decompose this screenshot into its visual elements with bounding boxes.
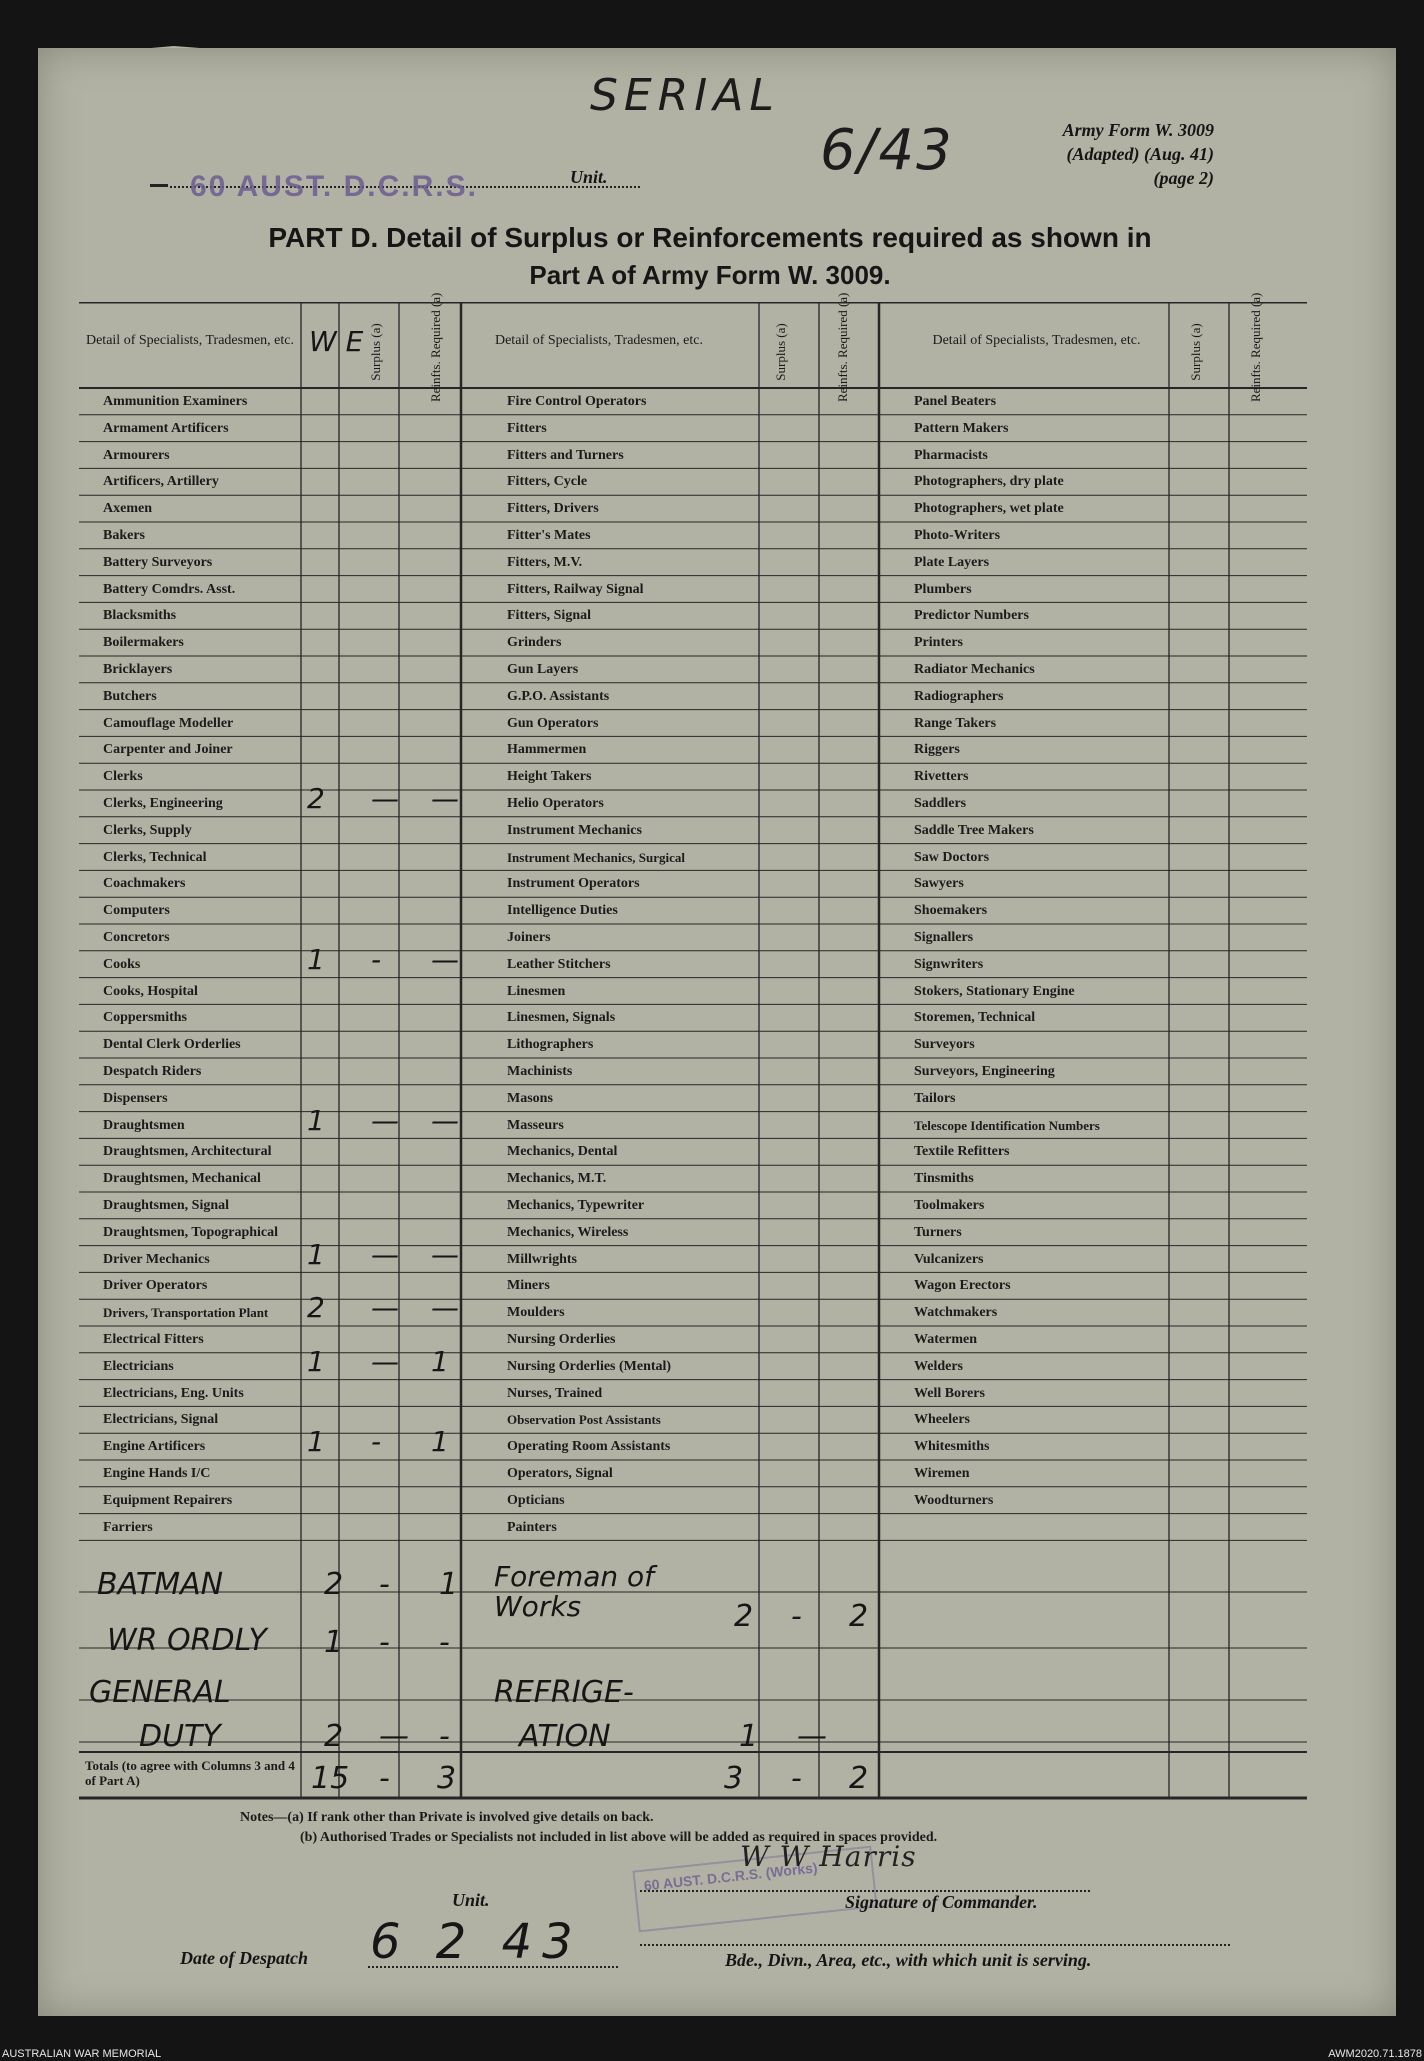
despatch-date: 6 2 43 <box>370 1914 583 1970</box>
col3-specialist-item: Plate Layers <box>914 554 990 570</box>
col3-specialist-item: Pharmacists <box>914 447 988 463</box>
totals-col1-we: 15 <box>311 1761 350 1796</box>
col3-specialist-item: Tinsmiths <box>914 1171 974 1187</box>
col1-specialist-item: Dental Clerk Orderlies <box>103 1037 241 1053</box>
col3-specialist-item: Vulcanizers <box>914 1251 984 1267</box>
added-wr-ordly-we: 1 <box>324 1625 344 1660</box>
added-wr-ordly-surplus: - <box>379 1625 390 1660</box>
col1-specialist-item: Electricians <box>103 1358 174 1374</box>
col2-specialist-item: Instrument Operators <box>507 876 640 892</box>
col2-specialist-item: Leather Stitchers <box>507 956 611 972</box>
entry-we: 1 <box>307 1103 325 1137</box>
col3-specialist-item: Watermen <box>914 1332 977 1347</box>
serial-handwriting: SERIAL <box>590 70 780 121</box>
col3-specialist-item: Sawyers <box>914 876 964 892</box>
added-wr-ordly-reinf: - <box>439 1625 450 1660</box>
despatch-label: Date of Despatch <box>180 1948 308 1968</box>
col1-specialist-item: Cooks, Hospital <box>103 983 198 999</box>
entry-surplus: - <box>371 1425 382 1459</box>
col3-specialist-item: Photographers, dry plate <box>914 474 1064 490</box>
col2-specialist-item: Nursing Orderlies (Mental) <box>507 1358 672 1374</box>
col3-specialist-item: Textile Refitters <box>914 1144 1010 1160</box>
signature-label: Signature of Commander. <box>845 1892 1038 1912</box>
col3-specialist-item: Saddlers <box>914 796 967 811</box>
col3-specialist-item: Photographers, wet plate <box>914 501 1064 517</box>
col1-specialist-item: Ammunition Examiners <box>103 394 248 409</box>
bde-line <box>640 1944 1230 1946</box>
col2-specialist-item: Nurses, Trained <box>507 1385 603 1401</box>
col3-specialist-item: Predictor Numbers <box>914 608 1029 624</box>
form-reference <box>1063 118 1214 190</box>
col2-specialist-item: Mechanics, Dental <box>507 1144 618 1160</box>
col2-specialist-item: Observation Post Assistants <box>507 1412 661 1428</box>
commander-signature: W W Harris <box>740 1840 917 1873</box>
col1-specialist-item: Draughtsmen, Topographical <box>103 1224 279 1240</box>
col1-specialist-item: Artificers, Artillery <box>103 474 219 490</box>
col3-specialist-item: Signwriters <box>914 956 984 972</box>
added-duty-we: 2 <box>324 1719 344 1754</box>
col1-specialist-item: Armament Artificers <box>103 420 229 436</box>
entry-we: 1 <box>307 1344 325 1378</box>
col3-specialist-item: Plumbers <box>914 581 972 597</box>
col2-specialist-item: Intelligence Duties <box>507 903 618 919</box>
col1-reinf-header: Reinfts. Required (a) <box>428 292 443 402</box>
col2-specialist-item: Mechanics, Wireless <box>507 1224 629 1240</box>
col3-reinf-header: Reinfts. Required (a) <box>1248 292 1263 402</box>
col1-specialist-item: Drivers, Transportation Plant <box>103 1305 269 1321</box>
col2-specialist-item: Moulders <box>507 1305 565 1321</box>
col3-specialist-item: Telescope Identification Numbers <box>914 1117 1100 1133</box>
col1-specialist-item: Draughtsmen, Mechanical <box>103 1171 261 1187</box>
added-foreman-we: 2 <box>734 1599 754 1634</box>
entry-reinf: 1 <box>431 1344 449 1378</box>
col3-specialist-item: Wagon Erectors <box>914 1278 1011 1294</box>
col3-specialist-item: Saddle Tree Makers <box>914 822 1034 838</box>
added-ation-we: 1 <box>739 1719 759 1754</box>
added-ation-label: ATION <box>519 1719 611 1754</box>
col3-specialist-item: Stokers, Stationary Engine <box>914 983 1075 999</box>
added-batman-reinf: 1 <box>439 1567 459 1602</box>
col1-specialist-item: Despatch Riders <box>103 1064 202 1079</box>
col1-specialist-item: Computers <box>103 903 170 919</box>
col2-specialist-item: Fitters <box>507 420 547 436</box>
col2-specialist-item: Joiners <box>507 930 551 945</box>
col2-specialist-item: Instrument Mechanics, Surgical <box>507 849 686 865</box>
dash-mark <box>150 184 168 187</box>
col3-specialist-item: Watchmakers <box>914 1305 998 1321</box>
col1-specialist-item: Axemen <box>103 501 152 517</box>
col1-specialist-item: Dispensers <box>103 1090 168 1106</box>
entry-reinf: — <box>431 782 459 815</box>
added-duty-surplus: — <box>379 1719 409 1754</box>
col2-specialist-item: Gun Operators <box>507 715 599 731</box>
col2-surplus-header: Surplus (a) <box>773 323 788 381</box>
col2-specialist-item: Gun Layers <box>507 662 579 677</box>
col1-specialist-item: Boilermakers <box>103 635 184 651</box>
col3-specialist-item: Rivetters <box>914 769 969 785</box>
col3-specialist-item: Photo-Writers <box>914 528 1001 543</box>
col2-specialist-item: Masons <box>507 1090 553 1106</box>
unit-label: Unit. <box>570 167 608 187</box>
added-duty-reinf: - <box>439 1719 450 1754</box>
entry-reinf: — <box>431 942 459 976</box>
col2-specialist-item: Grinders <box>507 635 562 651</box>
col3-specialist-item: Tailors <box>914 1090 956 1106</box>
form-title: PART D. Detail of Surplus or Reinforcements required as shown in <box>268 222 1152 253</box>
col2-specialist-item: Linesmen <box>507 983 566 999</box>
col3-specialist-item: Radiator Mechanics <box>914 662 1035 677</box>
col1-specialist-item: Draughtsmen, Architectural <box>103 1144 272 1160</box>
col3-specialist-item: Welders <box>914 1358 963 1374</box>
col1-specialist-item: Driver Operators <box>103 1278 208 1294</box>
col3-specialist-item: Riggers <box>914 742 960 758</box>
col3-surplus-header: Surplus (a) <box>1188 323 1203 381</box>
unit-stamp: 60 AUST. D.C.R.S. <box>190 170 478 203</box>
col3-specialist-item: Range Takers <box>914 715 997 731</box>
note-b: (b) Authorised Trades or Specialists not included in list above will be added as required in spaces provided. <box>300 1830 938 1845</box>
col1-specialist-item: Butchers <box>103 688 157 704</box>
col1-surplus-header: Surplus (a) <box>368 323 383 381</box>
col3-specialist-item: Storemen, Technical <box>914 1010 1036 1026</box>
footer-unit-label: Unit. <box>452 1890 490 1910</box>
caption-right: AWM2020.71.1878 <box>1328 2048 1422 2060</box>
col1-specialist-item: Camouflage Modeller <box>103 715 234 731</box>
entry-reinf: — <box>431 1237 459 1271</box>
col1-specialist-item: Clerks, Engineering <box>103 796 223 811</box>
added-foreman-label: Foreman of Works <box>494 1560 655 1623</box>
caption-left: AUSTRALIAN WAR MEMORIAL <box>2 2048 162 2060</box>
col1-specialist-item: Draughtsmen <box>103 1117 185 1133</box>
col2-specialist-item: Height Takers <box>507 769 592 785</box>
entry-we: 2 <box>307 782 325 815</box>
col1-specialist-item: Clerks, Supply <box>103 822 192 838</box>
totals-col2-we: 3 <box>724 1761 744 1796</box>
totals-label: Totals (to agree with Columns 3 and 4 of Part A) <box>85 1758 295 1788</box>
col1-specialist-item: Electricians, Eng. Units <box>103 1385 244 1401</box>
col1-specialist-item: Bricklayers <box>103 662 173 677</box>
col1-specialist-item: Armourers <box>103 447 170 463</box>
totals-col1-surplus: - <box>379 1761 390 1796</box>
col3-header: Detail of Specialists, Tradesmen, etc. <box>932 333 1141 348</box>
col1-specialist-item: Coppersmiths <box>103 1010 188 1026</box>
col3-specialist-item: Toolmakers <box>914 1198 985 1213</box>
col2-specialist-item: Fitters, Signal <box>507 608 591 624</box>
added-foreman-surplus: - <box>791 1599 802 1634</box>
col1-specialist-item: Driver Mechanics <box>103 1251 210 1267</box>
entry-we: 1 <box>307 942 325 976</box>
col1-specialist-item: Coachmakers <box>103 876 186 892</box>
col1-specialist-item: Battery Comdrs. Asst. <box>103 581 236 597</box>
added-batman-we: 2 <box>324 1567 344 1602</box>
col2-specialist-item: Mechanics, Typewriter <box>507 1198 645 1213</box>
col3-specialist-item: Woodturners <box>914 1492 994 1508</box>
col1-header: Detail of Specialists, Tradesmen, etc. <box>85 333 295 348</box>
form-ref-line3: (page 2) <box>1153 168 1214 188</box>
col2-specialist-item: Nursing Orderlies <box>507 1332 616 1347</box>
col3-specialist-item: Signallers <box>914 930 974 945</box>
entry-surplus: — <box>371 1344 399 1378</box>
col3-specialist-item: Shoemakers <box>914 903 988 919</box>
col2-header: Detail of Specialists, Tradesmen, etc. <box>494 333 704 348</box>
col3-specialist-item: Wiremen <box>914 1466 970 1481</box>
col2-specialist-item: Operators, Signal <box>507 1466 613 1481</box>
commander-stamp: 60 AUST. D.C.R.S. (Works) <box>632 1846 877 1933</box>
col1-specialist-item: Blacksmiths <box>103 608 177 624</box>
col3-specialist-item: Saw Doctors <box>914 849 990 865</box>
col2-reinf-header: Reinfts. Required (a) <box>835 292 850 402</box>
added-ation-surplus: — <box>797 1719 827 1754</box>
col3-specialist-item: Wheelers <box>914 1412 970 1428</box>
col2-specialist-item: Millwrights <box>507 1251 577 1267</box>
col2-specialist-item: Fire Control Operators <box>507 394 647 409</box>
added-wr-ordly-label: WR ORDLY <box>107 1623 267 1658</box>
entry-reinf: — <box>431 1291 459 1325</box>
added-batman-surplus: - <box>379 1567 390 1602</box>
col2-specialist-item: Hammermen <box>507 742 587 758</box>
col2-specialist-item: G.P.O. Assistants <box>507 688 610 704</box>
col3-specialist-item: Whitesmiths <box>914 1439 990 1455</box>
col1-specialist-item: Electrical Fitters <box>103 1332 204 1347</box>
col1-specialist-item: Carpenter and Joiner <box>103 742 233 758</box>
col2-specialist-item: Fitters, Railway Signal <box>507 581 644 597</box>
entry-we: 1 <box>307 1237 325 1271</box>
added-duty-label: DUTY <box>139 1719 221 1754</box>
col2-specialist-item: Fitters, Drivers <box>507 501 599 517</box>
entry-surplus: — <box>371 782 399 815</box>
col3-specialist-item: Well Borers <box>914 1385 985 1401</box>
added-foreman-reinf: 2 <box>849 1599 869 1634</box>
col3-specialist-item: Printers <box>914 635 963 651</box>
col1-specialist-item: Bakers <box>103 528 145 543</box>
col1-specialist-item: Engine Artificers <box>103 1439 206 1455</box>
entry-we: 1 <box>307 1425 325 1459</box>
entry-reinf: 1 <box>431 1425 449 1459</box>
col2-specialist-item: Helio Operators <box>507 796 604 811</box>
entry-reinf: — <box>431 1103 459 1137</box>
specialists-table <box>79 292 1307 1802</box>
added-refrigeration-label: REFRIGE- <box>494 1675 634 1710</box>
col2-specialist-item: Operating Room Assistants <box>507 1439 671 1455</box>
col1-specialist-item: Clerks, Technical <box>103 849 207 865</box>
col3-specialist-item: Surveyors <box>914 1037 975 1053</box>
col1-specialist-item: Electricians, Signal <box>103 1412 219 1428</box>
col1-specialist-item: Clerks <box>103 769 143 785</box>
col2-specialist-item: Opticians <box>507 1492 565 1508</box>
entry-surplus: - <box>371 942 382 976</box>
col2-specialist-item: Fitters, M.V. <box>507 554 583 570</box>
col2-specialist-item: Machinists <box>507 1064 573 1079</box>
added-batman-label: BATMAN <box>97 1567 224 1602</box>
col2-specialist-item: Mechanics, M.T. <box>507 1171 607 1187</box>
col2-specialist-item: Fitter's Mates <box>507 528 591 543</box>
col2-specialist-item: Instrument Mechanics <box>507 822 642 838</box>
form-subtitle: Part A of Army Form W. 3009. <box>529 260 891 290</box>
entry-we: 2 <box>307 1291 325 1325</box>
col2-specialist-item: Fitters, Cycle <box>507 474 588 490</box>
note-a: Notes—(a) If rank other than Private is involved give details on back. <box>240 1810 654 1825</box>
col1-specialist-item: Battery Surveyors <box>103 554 213 570</box>
col3-specialist-item: Surveyors, Engineering <box>914 1064 1055 1079</box>
totals-col2-surplus: - <box>791 1761 802 1796</box>
col1-specialist-item: Cooks <box>103 956 141 972</box>
totals-col2-reinf: 2 <box>849 1761 869 1796</box>
serial-number-handwriting: 6/43 <box>820 118 954 183</box>
bde-label: Bde., Divn., Area, etc., with which unit is serving. <box>725 1950 1092 1970</box>
col1-specialist-item: Concretors <box>103 930 170 945</box>
entry-surplus: — <box>371 1291 399 1325</box>
col3-specialist-item: Radiographers <box>914 688 1004 704</box>
col3-specialist-item: Pattern Makers <box>914 420 1009 436</box>
col2-specialist-item: Masseurs <box>507 1117 564 1133</box>
entry-surplus: — <box>371 1237 399 1271</box>
we-mark: W E <box>309 325 364 358</box>
col1-specialist-item: Draughtsmen, Signal <box>103 1198 230 1213</box>
col3-specialist-item: Turners <box>914 1224 962 1240</box>
form-ref-line2: (Adapted) (Aug. 41) <box>1066 144 1214 164</box>
col1-specialist-item: Engine Hands I/C <box>103 1466 211 1481</box>
col2-specialist-item: Painters <box>507 1519 557 1535</box>
col2-specialist-item: Lithographers <box>507 1037 594 1053</box>
col2-specialist-item: Miners <box>507 1278 550 1294</box>
entry-surplus: — <box>371 1103 399 1137</box>
totals-col1-reinf: 3 <box>437 1761 457 1796</box>
col2-specialist-item: Linesmen, Signals <box>507 1010 616 1026</box>
col3-specialist-item: Panel Beaters <box>914 394 997 409</box>
form-ref-line1: Army Form W. 3009 <box>1062 120 1214 140</box>
added-general-label: GENERAL <box>89 1675 231 1710</box>
col1-specialist-item: Farriers <box>103 1519 153 1535</box>
col1-specialist-item: Equipment Repairers <box>103 1492 233 1508</box>
col2-specialist-item: Fitters and Turners <box>507 447 624 463</box>
